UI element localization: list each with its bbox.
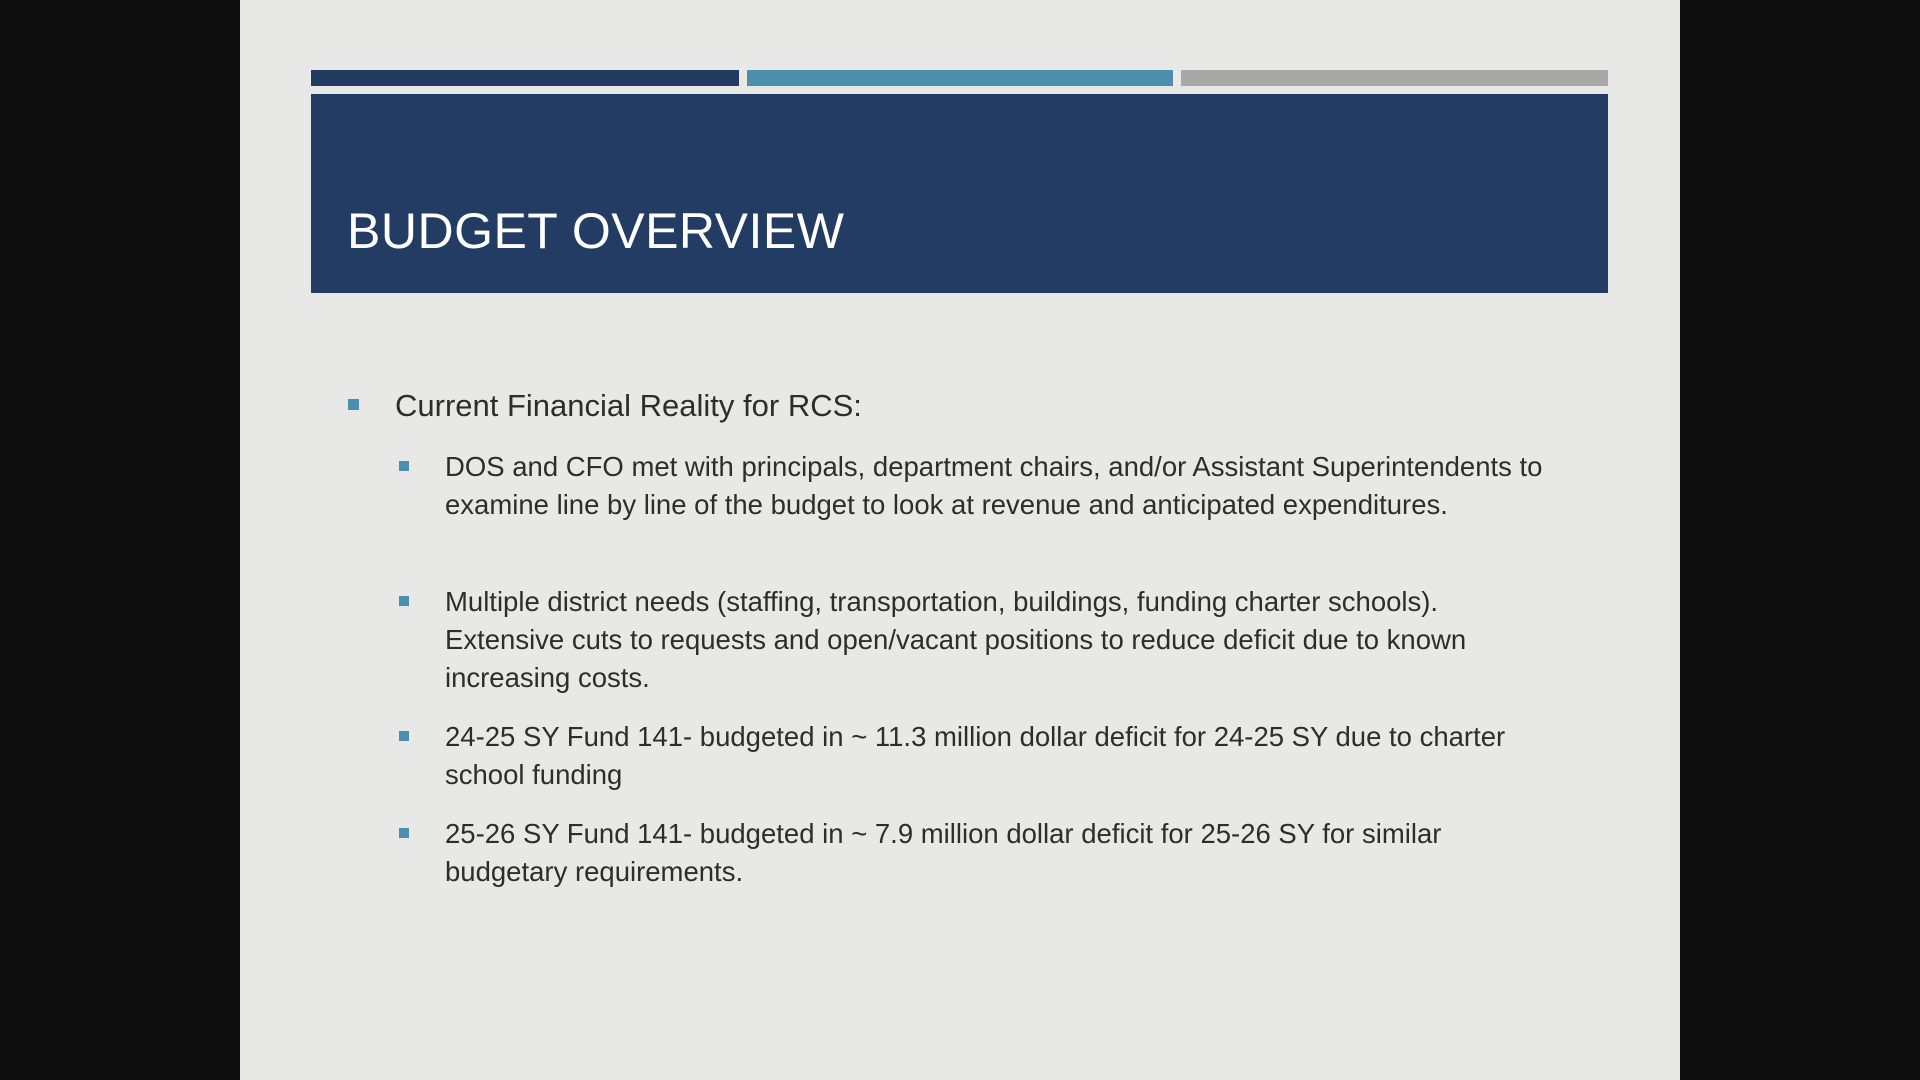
square-bullet-icon <box>399 461 409 471</box>
presentation-slide <box>240 0 1680 1080</box>
square-bullet-icon <box>399 596 409 606</box>
sub-bullet-text: 24-25 SY Fund 141- budgeted in ~ 11.3 million dollar deficit for 24-25 SY due to charter school funding <box>445 721 1506 790</box>
square-bullet-icon <box>399 731 409 741</box>
main-bullet-text: Current Financial Reality for RCS: <box>395 388 862 423</box>
sub-bullet-text: DOS and CFO met with principals, department chairs, and/or Assistant Superintendents to examine line by line of the budget to look at revenue and anticipated expenditures. <box>445 451 1543 520</box>
sub-bullet-text: 25-26 SY Fund 141- budgeted in ~ 7.9 million dollar deficit for 25-26 SY for similar budgetary requirements. <box>445 818 1442 887</box>
slide-title: BUDGET OVERVIEW <box>347 203 845 259</box>
square-bullet-icon <box>399 828 409 838</box>
square-bullet-icon <box>348 399 359 410</box>
sub-bullet-text: Multiple district needs (staffing, transportation, buildings, funding charter schools). Extensive cuts to requests and open/vacant positions to reduce deficit due to known increasing costs. <box>445 586 1467 693</box>
slide-content <box>240 0 1680 1080</box>
